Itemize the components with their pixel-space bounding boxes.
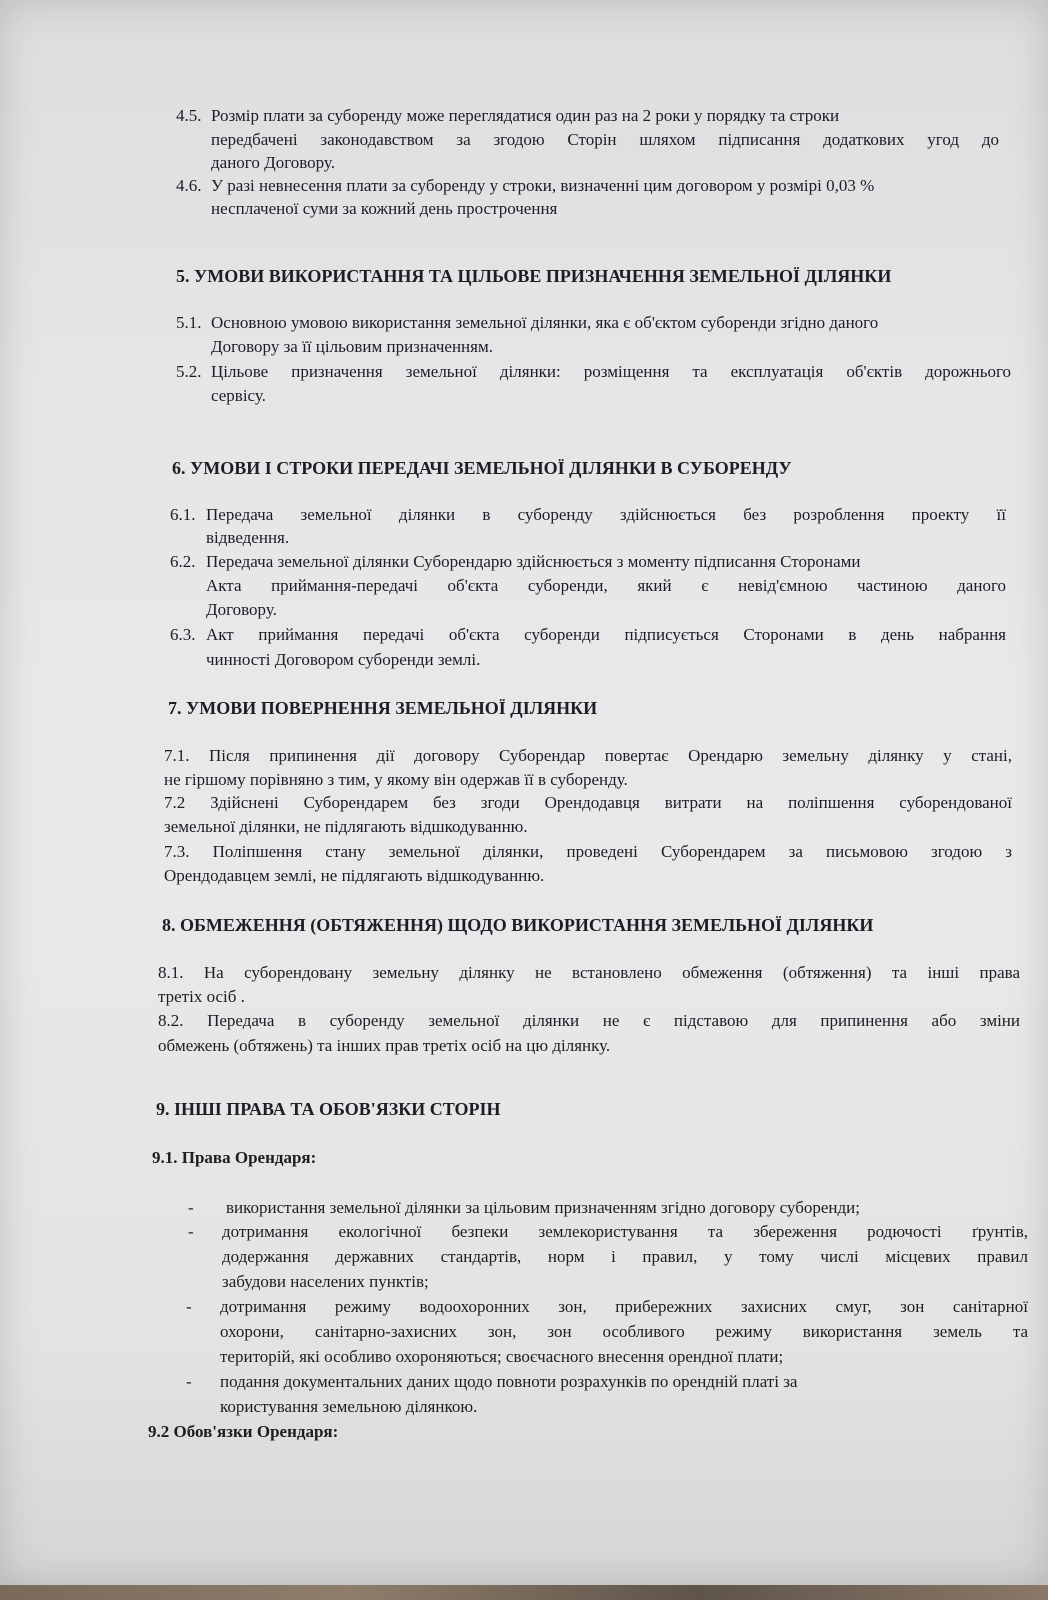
right-item-2-line-3: забудови населених пунктів;: [222, 1272, 429, 1291]
clause-6-1-line-1: Передача земельної ділянки в суборенду здійснюється без розроблення проекту її: [206, 505, 1006, 524]
clause-7-1-line-1: 7.1. Після припинення дії договору Суборендар повертає Орендарю земельну ділянку у стані,: [164, 746, 1012, 765]
section-6-heading: 6. УМОВИ І СТРОКИ ПЕРЕДАЧІ ЗЕМЕЛЬНОЇ ДІЛЯНКИ В СУБОРЕНДУ: [172, 458, 792, 478]
bullet-dash: -: [188, 1198, 194, 1217]
clause-5-1-line-2: Договору за її цільовим призначенням.: [211, 337, 493, 356]
clause-number: 6.3.: [170, 625, 196, 644]
clause-6-3-line-1: Акт приймання передачі об'єкта суборенди підписується Сторонами в день набрання: [206, 625, 1006, 644]
right-item-1-line-1: використання земельної ділянки за цільовим призначенням згідно договору суборенди;: [226, 1198, 860, 1217]
right-item-3-line-3: територій, які особливо охороняються; своєчасного внесення орендної плати;: [220, 1347, 784, 1366]
rights-subheading: 9.1. Права Орендаря:: [152, 1148, 317, 1167]
clause-4-6-line-2: несплаченої суми за кожний день прострочення: [211, 199, 558, 218]
section-7-heading: 7. УМОВИ ПОВЕРНЕННЯ ЗЕМЕЛЬНОЇ ДІЛЯНКИ: [168, 698, 598, 718]
clause-number: 5.2.: [176, 362, 202, 381]
clause-5-2-line-1: Цільове призначення земельної ділянки: розміщення та експлуатація об'єктів дорожнього: [211, 362, 1011, 381]
clause-number: 6.1.: [170, 505, 196, 524]
clause-7-3-line-1: 7.3. Поліпшення стану земельної ділянки, проведені Суборендарем за письмовою згодою з: [164, 842, 1012, 861]
clause-4-5-line-1: Розмір плати за суборенду може переглядатися один раз на 2 роки у порядку та строки: [211, 106, 840, 125]
clause-8-2-line-2: обмежень (обтяжень) та інших прав третіх осіб на цю ділянку.: [158, 1036, 611, 1055]
clause-number: 4.5.: [176, 106, 202, 125]
bullet-dash: -: [186, 1372, 192, 1391]
clause-number: 6.2.: [170, 552, 196, 571]
section-9-heading: 9. ІНШІ ПРАВА ТА ОБОВ'ЯЗКИ СТОРІН: [156, 1099, 501, 1119]
right-item-4-line-1: подання документальних даних щодо повноти розрахунків по орендній платі за: [220, 1372, 798, 1391]
clause-number: 5.1.: [176, 313, 202, 332]
clause-6-1-line-2: відведення.: [206, 528, 290, 547]
obligations-subheading: 9.2 Обов'язки Орендаря:: [148, 1422, 339, 1441]
clause-7-1-line-2: не гіршому порівняно з тим, у якому він одержав її в суборенду.: [164, 770, 628, 789]
clause-8-1-line-2: третіх осіб .: [158, 987, 245, 1006]
right-item-3-line-1: дотримання режиму водоохоронних зон, прибережних захисних смуг, зон санітарної: [220, 1297, 1028, 1316]
clause-4-5-line-2: передбачені законодавством за згодою Сторін шляхом підписання додаткових угод до: [211, 130, 999, 149]
bullet-dash: -: [188, 1222, 194, 1241]
clause-6-2-line-1: Передача земельної ділянки Суборендарю здійснюється з моменту підписання Сторонами: [206, 552, 861, 571]
clause-5-2-line-2: сервісу.: [211, 386, 266, 405]
clause-8-1-line-1: 8.1. На суборендовану земельну ділянку не встановлено обмеження (обтяження) та інші права: [158, 963, 1020, 982]
clause-4-6-line-1: У разі невнесення плати за суборенду у строки, визначенні цим договором у розмірі 0,03 %: [211, 176, 875, 195]
clause-6-2-line-2: Акта приймання-передачі об'єкта суборенди, який є невід'ємною частиною даного: [206, 576, 1006, 595]
clause-6-3-line-2: чинності Договором суборенди землі.: [206, 650, 481, 669]
section-8-heading: 8. ОБМЕЖЕННЯ (ОБТЯЖЕННЯ) ЩОДО ВИКОРИСТАННЯ ЗЕМЕЛЬНОЇ ДІЛЯНКИ: [162, 915, 874, 935]
clause-7-2-line-1: 7.2 Здійснені Суборендарем без згоди Орендодавця витрати на поліпшення суборендованої: [164, 793, 1012, 812]
background-surface: [0, 1585, 1048, 1600]
right-item-4-line-2: користування земельною ділянкою.: [220, 1397, 478, 1416]
bullet-dash: -: [186, 1297, 192, 1316]
right-item-2-line-2: додержання державних стандартів, норм і правил, у тому числі місцевих правил: [222, 1247, 1028, 1266]
clause-6-2-line-3: Договору.: [206, 600, 277, 619]
clause-7-2-line-2: земельної ділянки, не підлягають відшкодуванню.: [164, 817, 528, 836]
clause-5-1-line-1: Основною умовою використання земельної ділянки, яка є об'єктом суборенди згідно даного: [211, 313, 879, 332]
clause-8-2-line-1: 8.2. Передача в суборенду земельної ділянки не є підставою для припинення або зміни: [158, 1011, 1020, 1030]
right-item-2-line-1: дотримання екологічної безпеки землекористування та збереження родючості ґрунтів,: [222, 1222, 1028, 1241]
right-item-3-line-2: охорони, санітарно-захисних зон, зон особливого режиму використання земель та: [220, 1322, 1028, 1341]
clause-number: 4.6.: [176, 176, 202, 195]
clause-4-5-line-3: даного Договору.: [211, 153, 335, 172]
section-5-heading: 5. УМОВИ ВИКОРИСТАННЯ ТА ЦІЛЬОВЕ ПРИЗНАЧЕННЯ ЗЕМЕЛЬНОЇ ДІЛЯНКИ: [176, 266, 892, 286]
clause-7-3-line-2: Орендодавцем землі, не підлягають відшкодуванню.: [164, 866, 545, 885]
